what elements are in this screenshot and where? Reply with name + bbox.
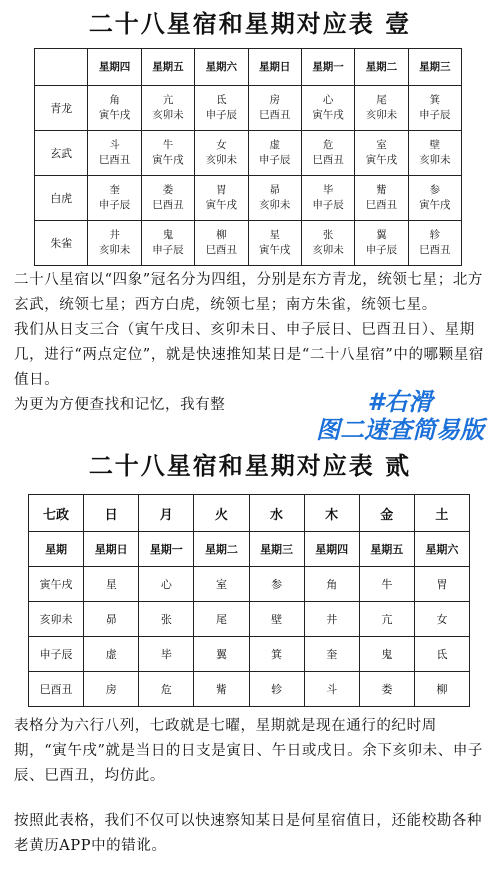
swipe-hint-watermark [300, 388, 500, 444]
table1-cell [301, 221, 354, 266]
table2-cell: 斗 [304, 672, 359, 707]
day-branch-group: 亥卯未 [152, 109, 184, 121]
table1-cell [195, 86, 248, 131]
table2-cell: 毕 [139, 637, 194, 672]
table2-header-cell: 月 [139, 495, 194, 532]
day-branch-group: 亥卯未 [98, 244, 131, 256]
table2-cell: 胃 [414, 567, 469, 602]
mansion-name: 翼 [376, 229, 387, 241]
table2-cell: 角 [304, 567, 359, 602]
table2-cell: 房 [84, 672, 139, 707]
table2-cell: 昴 [84, 602, 139, 637]
day-branch-group: 寅午戌 [205, 199, 238, 211]
table2-description-paragraph: 表格分为六行八列，七政就是七曜，星期就是现在通行的纪时周期，“寅午戌”就是当日的日支是寅日、午日或戌日。余下亥卯未、申子辰、巳酉丑，均仿此。 [14, 718, 484, 784]
table1-cell [355, 86, 408, 131]
table2-cell: 牛 [359, 567, 414, 602]
table1-row-label: 白虎 [35, 176, 88, 221]
mansion-name: 壁 [429, 139, 441, 151]
table1-cell [88, 86, 141, 131]
table1-header-cell: 星期三 [408, 49, 461, 86]
table1-cell [355, 176, 408, 221]
table1-row-label: 朱雀 [35, 221, 88, 266]
table2-cell: 室 [194, 567, 249, 602]
page-title-table1: 二十八星宿和星期对应表 壹 [88, 9, 412, 38]
table2-header-cell: 星期五 [359, 532, 414, 567]
table1-cell [141, 86, 194, 131]
constellation-weekday-table-1 [34, 48, 462, 266]
day-branch-group: 巳酉丑 [98, 154, 131, 166]
table2-header-cell: 七政 [29, 495, 84, 532]
table2-header-cell: 日 [84, 495, 139, 532]
mansion-name: 室 [376, 139, 387, 151]
day-branch-group: 巳酉丑 [258, 109, 291, 121]
mansion-name: 危 [322, 139, 334, 151]
table2-cell: 柳 [414, 672, 469, 707]
table2-cell: 亢 [359, 602, 414, 637]
day-branch-group: 申子辰 [205, 109, 238, 121]
table2-cell: 娄 [359, 672, 414, 707]
mansion-name: 心 [322, 94, 334, 106]
day-branch-group: 申子辰 [419, 109, 451, 121]
day-branch-group: 巳酉丑 [205, 244, 238, 256]
table2-row-label: 巳酉丑 [29, 672, 84, 707]
table2-cell: 心 [139, 567, 194, 602]
table2-cell: 参 [249, 567, 304, 602]
table1-cell [408, 131, 461, 176]
table2-cell: 尾 [194, 602, 249, 637]
table2-header-cell: 金 [359, 495, 414, 532]
table1-cell [195, 221, 248, 266]
table2-cell: 奎 [304, 637, 359, 672]
table2-cell: 翼 [194, 637, 249, 672]
table2-header-row [29, 532, 470, 567]
mansion-name: 鬼 [162, 229, 174, 241]
table1-header-cell: 星期一 [301, 49, 354, 86]
table2-cell: 觜 [194, 672, 249, 707]
day-branch-group: 巳酉丑 [152, 199, 184, 211]
table2-header-cell: 水 [249, 495, 304, 532]
table1-cell [301, 176, 354, 221]
table1-cell [88, 131, 141, 176]
mansion-name: 角 [109, 94, 120, 106]
intro-line-1: 二十八星宿以“四象”冠名分为四组，分别是东方青龙，统领七星；北方玄武，统领七星；西方白虎，统领七星；南方朱雀，统领七星。 [14, 272, 484, 313]
watermark-line-2: 图二速查简易版 [316, 416, 484, 444]
watermark-line-1: #右滑 [367, 388, 433, 416]
table2-cell: 鬼 [359, 637, 414, 672]
mansion-name: 箕 [429, 94, 441, 106]
table2-cell: 虚 [84, 637, 139, 672]
table1-cell [88, 221, 141, 266]
table2-header-cell: 星期一 [139, 532, 194, 567]
table2-header-cell: 星期四 [304, 532, 359, 567]
table2-cell: 张 [139, 602, 194, 637]
table2-row-label: 申子辰 [29, 637, 84, 672]
mansion-name: 氐 [216, 94, 227, 106]
mansion-name: 毕 [322, 184, 334, 196]
table-row [29, 602, 470, 637]
day-branch-group: 寅午戌 [312, 109, 344, 121]
day-branch-group: 申子辰 [365, 244, 398, 256]
table1-cell [408, 221, 461, 266]
table2-header-cell: 火 [194, 495, 249, 532]
table1-cell [248, 221, 301, 266]
table2-header-cell: 星期三 [249, 532, 304, 567]
table2-cell: 轸 [249, 672, 304, 707]
table1-cell [408, 176, 461, 221]
table-row [35, 131, 462, 176]
constellation-weekday-table-2 [28, 494, 470, 707]
mansion-name: 斗 [109, 139, 120, 151]
mansion-name: 星 [269, 229, 280, 241]
day-branch-group: 巳酉丑 [312, 154, 344, 166]
table1-header-cell: 星期四 [88, 49, 141, 86]
table1-cell [141, 221, 194, 266]
mansion-name: 房 [269, 94, 280, 106]
table-row [35, 176, 462, 221]
table2-header-row [29, 495, 470, 532]
table1-cell [141, 131, 194, 176]
table2-cell: 星 [84, 567, 139, 602]
day-branch-group: 申子辰 [98, 199, 131, 211]
table1-row-label: 青龙 [35, 86, 88, 131]
table1-cell [355, 221, 408, 266]
table1-header-row [35, 49, 462, 86]
table1-cell [248, 86, 301, 131]
intro-line-2: 我们从日支三合（寅午戌日、亥卯未日、申子辰日、巳酉丑日）、星期几，进行“两点定位”，就是快速推知某日是“二十八星宿”中的哪颗星宿值日。 [14, 322, 484, 388]
table2-cell: 壁 [249, 602, 304, 637]
table2-header-cell: 星期日 [84, 532, 139, 567]
table2-header-cell: 星期六 [414, 532, 469, 567]
table-row [35, 221, 462, 266]
table1-cell [301, 131, 354, 176]
day-branch-group: 亥卯未 [365, 109, 398, 121]
table1-cell [355, 131, 408, 176]
day-branch-group: 巳酉丑 [419, 244, 451, 256]
table-row [35, 86, 462, 131]
day-branch-group: 巳酉丑 [365, 199, 398, 211]
table1-header-cell: 星期五 [141, 49, 194, 86]
mansion-name: 轸 [429, 229, 441, 241]
day-branch-group: 亥卯未 [419, 154, 451, 166]
mansion-name: 张 [322, 229, 334, 241]
table1-header-cell: 星期二 [355, 49, 408, 86]
day-branch-group: 申子辰 [152, 244, 184, 256]
mansion-name: 参 [429, 184, 441, 196]
mansion-name: 昴 [269, 184, 280, 196]
table2-cell: 女 [414, 602, 469, 637]
mansion-name: 觜 [376, 184, 387, 196]
table1-cell [195, 176, 248, 221]
table1-cell [248, 131, 301, 176]
mansion-name: 尾 [376, 94, 387, 106]
day-branch-group: 寅午戌 [365, 154, 398, 166]
table-row [29, 672, 470, 707]
table1-row-label: 玄武 [35, 131, 88, 176]
day-branch-group: 寅午戌 [258, 244, 291, 256]
table1-header-cell: 星期六 [195, 49, 248, 86]
table2-row-label: 亥卯未 [29, 602, 84, 637]
day-branch-group: 寅午戌 [98, 109, 131, 121]
table2-header-cell: 星期二 [194, 532, 249, 567]
day-branch-group: 申子辰 [258, 154, 291, 166]
mansion-name: 亢 [162, 94, 174, 106]
page-title-table2: 二十八星宿和星期对应表 贰 [88, 451, 412, 480]
day-branch-group: 申子辰 [312, 199, 344, 211]
table-row [29, 567, 470, 602]
mansion-name: 柳 [216, 229, 227, 241]
table2-header-cell: 木 [304, 495, 359, 532]
table1-header-cell [35, 49, 88, 86]
closing-paragraph: 按照此表格，我们不仅可以快速察知某日是何星宿值日，还能校勘各种老黄历APP中的错讹。 [14, 813, 483, 854]
table2-header-cell: 星期 [29, 532, 84, 567]
table1-cell [88, 176, 141, 221]
mansion-name: 虚 [269, 139, 280, 151]
table1-cell [195, 131, 248, 176]
day-branch-group: 寅午戌 [152, 154, 184, 166]
intro-line-3: 为更为方便查找和记忆，我有整 [14, 397, 226, 413]
table-row [29, 637, 470, 672]
mansion-name: 胃 [216, 184, 227, 196]
table2-row-label: 寅午戌 [29, 567, 84, 602]
table2-cell: 箕 [249, 637, 304, 672]
table1-cell [408, 86, 461, 131]
table2-cell: 氐 [414, 637, 469, 672]
mansion-name: 女 [216, 139, 227, 151]
table2-cell: 井 [304, 602, 359, 637]
day-branch-group: 亥卯未 [205, 154, 238, 166]
table1-cell [248, 176, 301, 221]
table1-cell [301, 86, 354, 131]
table2-cell: 危 [139, 672, 194, 707]
table1-header-cell: 星期日 [248, 49, 301, 86]
table2-header-cell: 土 [414, 495, 469, 532]
mansion-name: 井 [109, 229, 120, 241]
day-branch-group: 寅午戌 [419, 199, 451, 211]
day-branch-group: 亥卯未 [258, 199, 291, 211]
mansion-name: 娄 [162, 184, 174, 196]
mansion-name: 奎 [109, 184, 120, 196]
mansion-name: 牛 [162, 139, 174, 151]
day-branch-group: 亥卯未 [312, 244, 344, 256]
table1-cell [141, 176, 194, 221]
